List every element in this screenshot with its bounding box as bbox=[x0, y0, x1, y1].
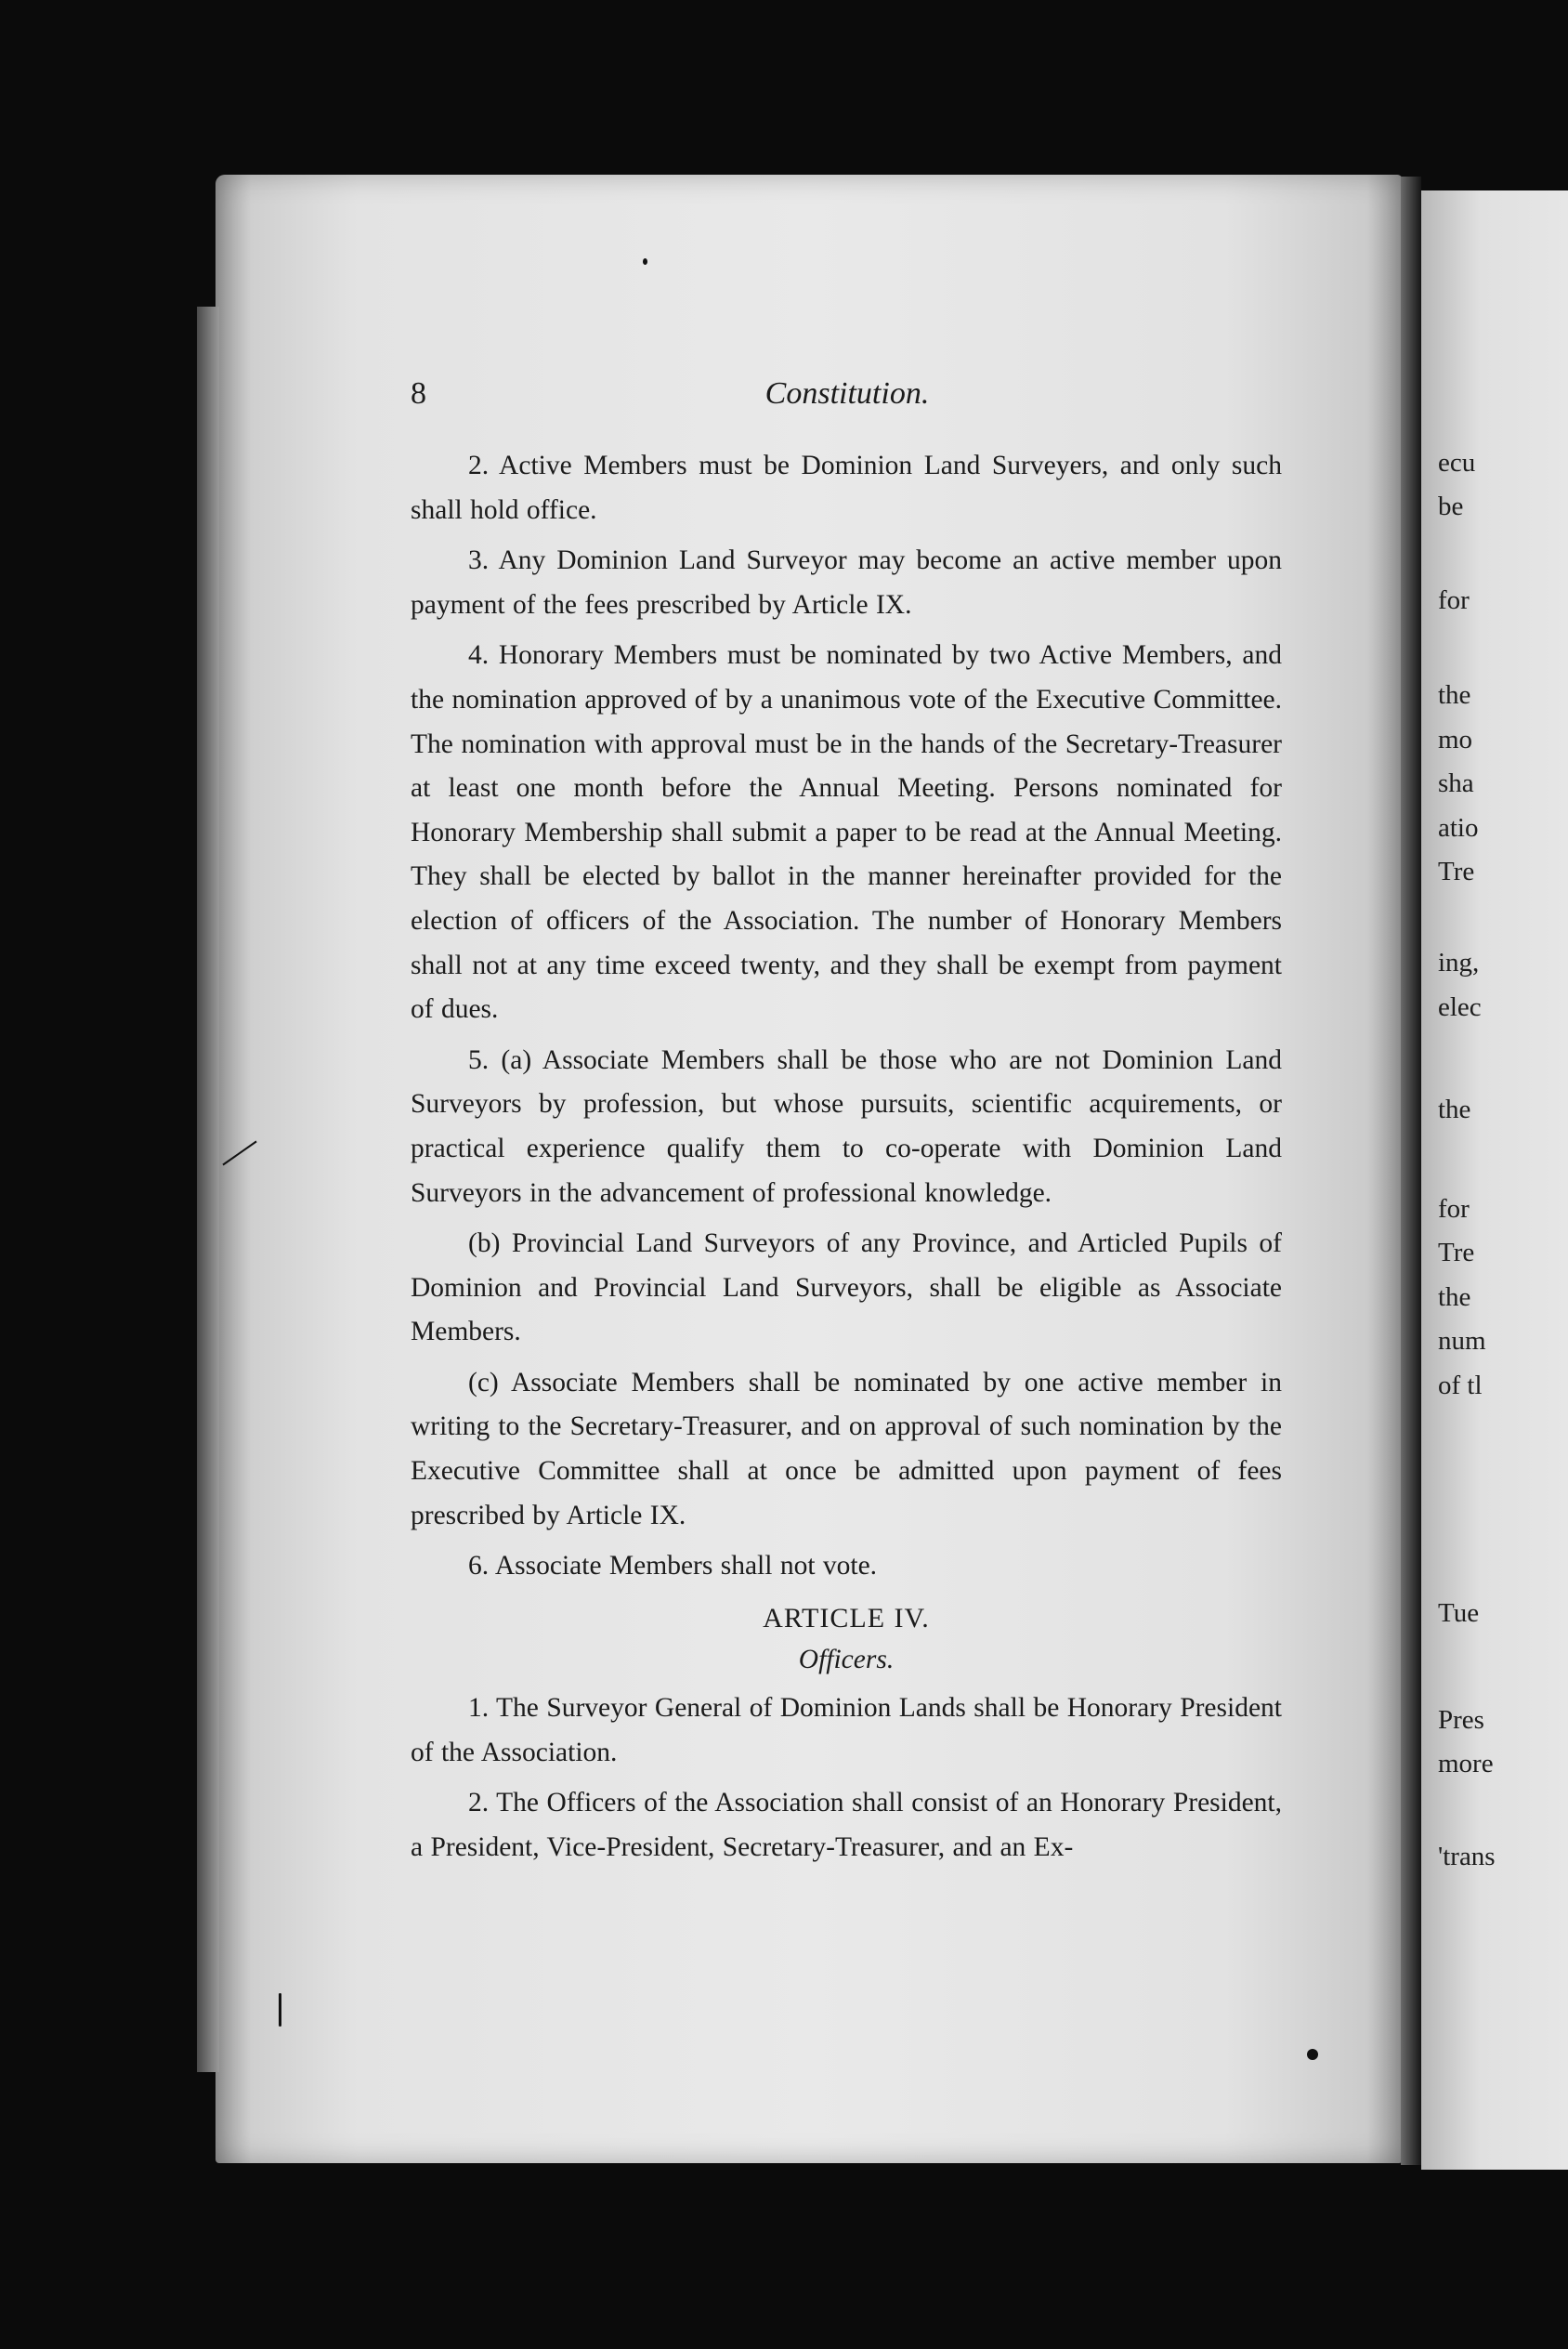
facing-fragment: ecu bbox=[1438, 448, 1476, 478]
page-edge bbox=[197, 307, 219, 2072]
scan-speck bbox=[1307, 2049, 1318, 2060]
facing-fragment: Pres bbox=[1438, 1705, 1484, 1735]
paragraph: 3. Any Dominion Land Surveyor may become an active member upon payment of the fees prescribed by Article IX. bbox=[411, 545, 1282, 620]
facing-fragment: the bbox=[1438, 680, 1471, 710]
scan-speck bbox=[643, 258, 647, 265]
paragraph: 4. Honorary Members must be nominated by two Active Members, and the nomination approved of by a unanimous vote of the Executive Committee. The nomination with approval must be in the hands of the Secretary-Treasurer at least one month before the Annual Meeting. Persons nominated for Honorary Membership shall submit a paper to be read at the Annual Meeting. They shall be elected by ballot in the manner hereinafter provided for the election of officers of the Association. The number of Honorary Members shall not at any time exceed twenty, and they shall be exempt from payment of dues. bbox=[411, 640, 1282, 1025]
facing-fragment: the bbox=[1438, 1282, 1471, 1312]
page-header bbox=[411, 376, 1284, 423]
facing-fragment: for bbox=[1438, 585, 1470, 615]
facing-fragment: ing, bbox=[1438, 948, 1480, 978]
facing-fragment: elec bbox=[1438, 992, 1482, 1022]
article-heading: ARTICLE IV. bbox=[763, 1602, 930, 1634]
facing-fragment: the bbox=[1438, 1095, 1471, 1124]
body-text bbox=[411, 444, 1282, 1876]
facing-fragment: for bbox=[1438, 1194, 1470, 1224]
scan-speck bbox=[279, 1993, 281, 2027]
facing-fragment: Tre bbox=[1438, 1238, 1475, 1267]
facing-fragment: Tue bbox=[1438, 1598, 1480, 1628]
running-head: Constitution. bbox=[764, 376, 930, 411]
paragraph: (c) Associate Members shall be nominated by one active member in writing to the Secretary-Treasurer, and on approval of such nomination by the Executive Committee shall at once be admitted upon payment of fees prescribed by Article IX. bbox=[411, 1367, 1282, 1530]
book-gutter bbox=[1401, 177, 1421, 2165]
facing-fragment: more bbox=[1438, 1749, 1494, 1778]
facing-fragment: of tl bbox=[1438, 1371, 1483, 1400]
paragraph: 2. Active Members must be Dominion Land Surveyers, and only such shall hold office. bbox=[411, 451, 1282, 525]
facing-fragment: mo bbox=[1438, 725, 1473, 755]
paragraph: (b) Provincial Land Surveyors of any Province, and Articled Pupils of Dominion and Provincial Land Surveyors, shall be eligible as Associate Members. bbox=[411, 1228, 1282, 1347]
paragraph: 1. The Surveyor General of Dominion Lands shall be Honorary President of the Association. bbox=[411, 1693, 1282, 1767]
paragraph: 2. The Officers of the Association shall consist of an Honorary President, a President, Vice-President, Secretary-Treasurer, and an Ex- bbox=[411, 1788, 1282, 1862]
page-number: 8 bbox=[411, 376, 426, 411]
facing-fragment: atio bbox=[1438, 813, 1479, 843]
article-subheading: Officers. bbox=[798, 1645, 895, 1675]
facing-page bbox=[1421, 190, 1568, 2170]
facing-fragment: be bbox=[1438, 492, 1464, 521]
facing-fragment: 'trans bbox=[1438, 1842, 1496, 1871]
facing-fragment: num bbox=[1438, 1326, 1486, 1356]
facing-fragment: sha bbox=[1438, 768, 1474, 798]
facing-fragment: Tre bbox=[1438, 857, 1475, 886]
paragraph: 6. Associate Members shall not vote. bbox=[468, 1551, 878, 1581]
paragraph: 5. (a) Associate Members shall be those who are not Dominion Land Surveyors by profession, but whose pursuits, scientific acquirements, or practical experience qualify them to co-operate with Dominion Land Surveyors in the advancement of professional knowledge. bbox=[411, 1044, 1282, 1208]
